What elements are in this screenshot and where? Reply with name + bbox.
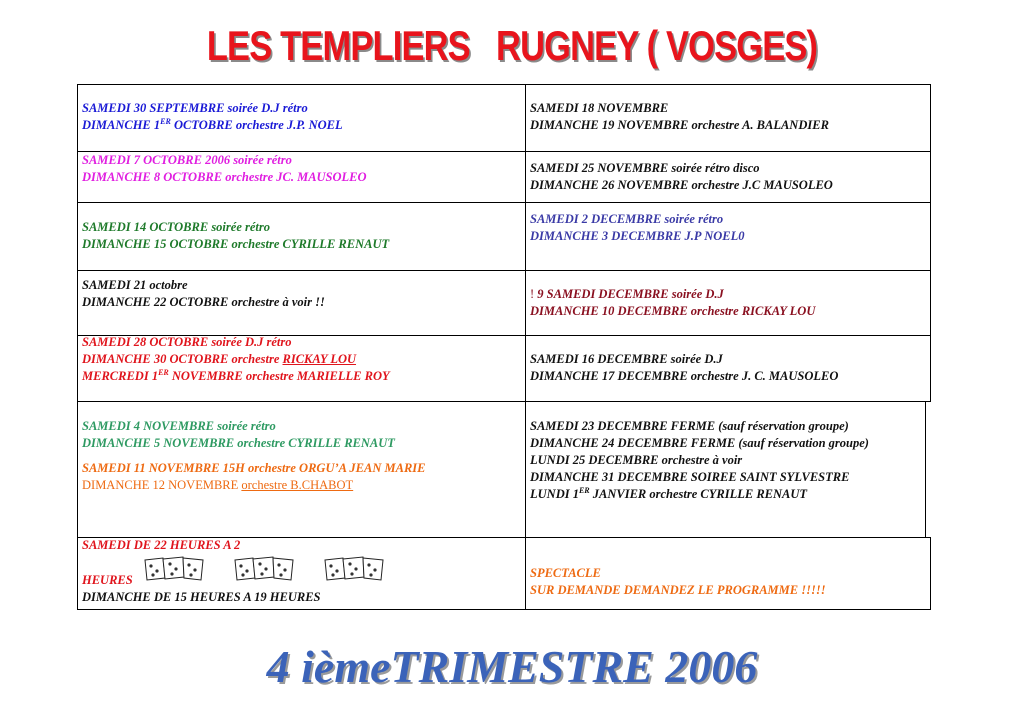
event-line: DIMANCHE 1ER OCTOBRE orchestre J.P. NOEL [82, 116, 343, 132]
right-row-3 [530, 211, 745, 245]
event-line: DIMANCHE 12 NOVEMBRE orchestre B.CHABOT [82, 478, 354, 492]
event-line: DIMANCHE 30 OCTOBRE orchestre RICKAY LOU [82, 352, 357, 366]
event-line: SAMEDI 21 octobre [82, 278, 188, 292]
event-line: SUR DEMANDE DEMANDEZ LE PROGRAMME !!!!! [530, 583, 826, 597]
event-line: DIMANCHE 31 DECEMBRE SOIREE SAINT SYLVESTRE [530, 470, 850, 484]
event-line: SPECTACLE [530, 566, 601, 580]
music-sheet-icon [233, 556, 295, 582]
event-line: DIMANCHE 10 DECEMBRE orchestre RICKAY LOU [530, 304, 816, 318]
footer-title: 4 ièmeTRIMESTRE 2006 [266, 641, 758, 692]
left-row-6 [82, 418, 425, 494]
event-line: SAMEDI 16 DECEMBRE soirée D.J [530, 352, 723, 366]
event-line: SAMEDI 4 NOVEMBRE soirée rétro [82, 419, 276, 433]
event-line: DIMANCHE 5 NOVEMBRE orchestre CYRILLE RENAUT [82, 436, 395, 450]
event-line: HEURES [82, 573, 133, 587]
event-line: DIMANCHE 17 DECEMBRE orchestre J. C. MAUSOLEO [530, 369, 839, 383]
event-line: LUNDI 1ER JANVIER orchestre CYRILLE RENAUT [530, 485, 808, 501]
event-line: MERCREDI 1ER NOVEMBRE orchestre MARIELLE ROY [82, 367, 390, 383]
music-sheet-icon [143, 556, 205, 582]
event-line: SAMEDI 11 NOVEMBRE 15H orchestre ORGU’A JEAN MARIE [82, 461, 426, 475]
left-row-5 [82, 334, 390, 385]
left-row-3 [82, 219, 389, 253]
left-row-4 [82, 277, 325, 311]
left-row-2 [82, 152, 367, 186]
left-row-1 [82, 100, 343, 134]
event-line: DIMANCHE 15 OCTOBRE orchestre CYRILLE RENAUT [82, 237, 390, 251]
event-line: SAMEDI 14 OCTOBRE soirée rétro [82, 220, 270, 234]
page-title: LES TEMPLIERS RUGNEY ( VOSGES) [206, 22, 818, 69]
event-line: DIMANCHE 19 NOVEMBRE orchestre A. BALANDIER [530, 118, 829, 132]
right-row-5 [530, 351, 838, 385]
event-line: SAMEDI 7 OCTOBRE 2006 soirée rétro [82, 153, 292, 167]
event-line: SAMEDI 28 OCTOBRE soirée D.J rétro [82, 335, 292, 349]
event-line: SAMEDI 18 NOVEMBRE [530, 101, 669, 115]
right-row-2 [530, 160, 833, 194]
event-line: DIMANCHE 22 OCTOBRE orchestre à voir !! [82, 295, 325, 309]
event-line: SAMEDI 23 DECEMBRE FERME (sauf réservation groupe) [530, 419, 849, 433]
event-line: SAMEDI 30 SEPTEMBRE soirée D.J rétro [82, 101, 308, 115]
event-line: DIMANCHE 26 NOVEMBRE orchestre J.C MAUSOLEO [530, 178, 833, 192]
event-line: DIMANCHE 3 DECEMBRE J.P NOEL0 [530, 229, 745, 243]
music-sheet-icon [323, 556, 385, 582]
right-row-7 [530, 565, 826, 599]
right-row-1 [530, 100, 829, 134]
event-line: SAMEDI 2 DECEMBRE soirée rétro [530, 212, 724, 226]
event-line: DIMANCHE 24 DECEMBRE FERME (sauf réservation groupe) [530, 436, 869, 450]
event-line: ! 9 SAMEDI DECEMBRE soirée D.J [530, 287, 724, 301]
event-line: LUNDI 25 DECEMBRE orchestre à voir [530, 453, 743, 467]
event-line: SAMEDI DE 22 HEURES A 2 [82, 538, 241, 552]
event-line: DIMANCHE 8 OCTOBRE orchestre JC. MAUSOLEO [82, 170, 367, 184]
right-row-4 [530, 286, 815, 320]
event-line: SAMEDI 25 NOVEMBRE soirée rétro disco [530, 161, 760, 175]
right-row-6 [530, 418, 920, 503]
event-line: DIMANCHE DE 15 HEURES A 19 HEURES [82, 590, 321, 604]
